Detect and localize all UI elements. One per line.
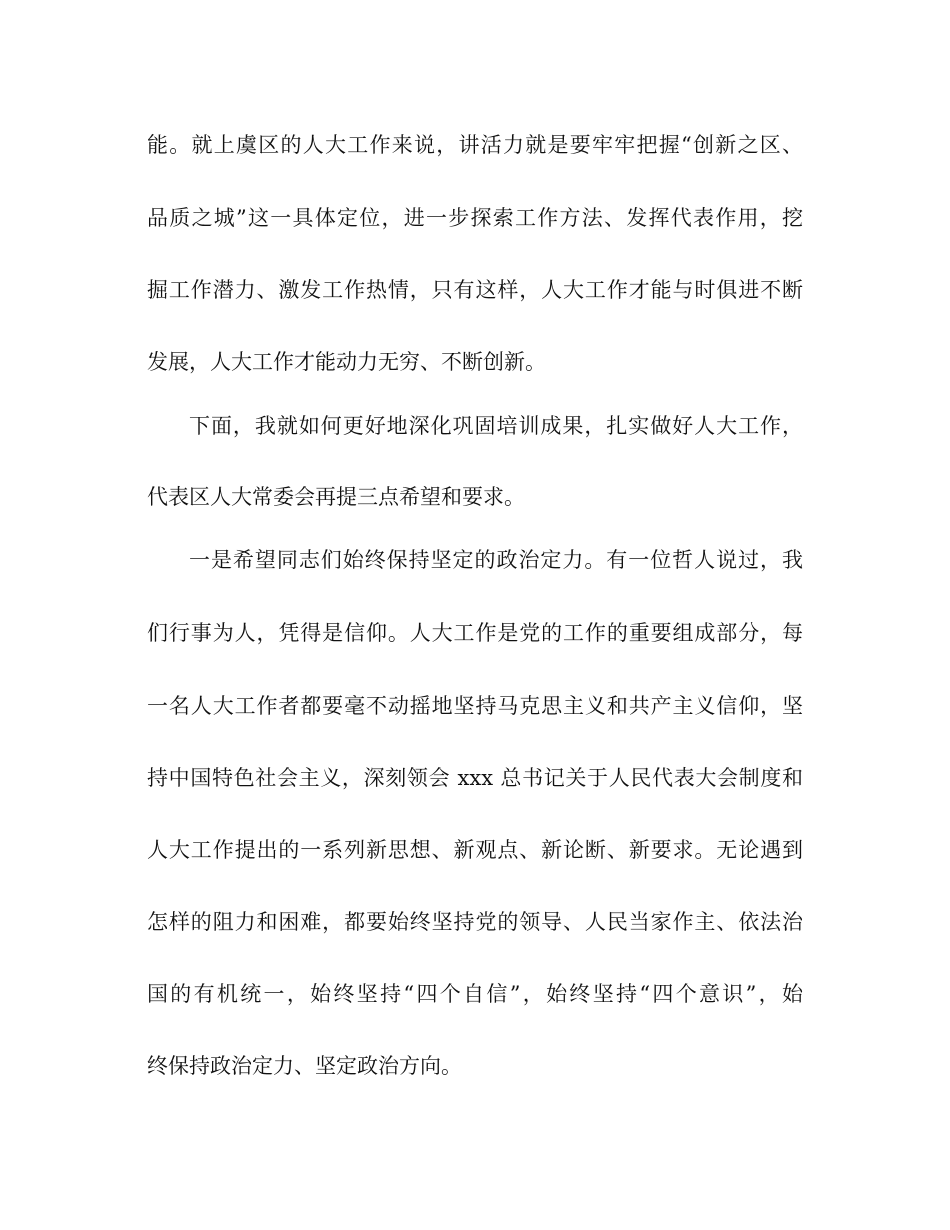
text-line: 发展，人大工作才能动力无穷、不断创新。 (147, 350, 546, 374)
text-line: 一是希望同志们始终保持坚定的政治定力。有一位哲人说过，我 (189, 548, 803, 572)
text-line: 一名人大工作者都要毫不动摇地坚持马克思主义和共产主义信仰，坚 (147, 694, 803, 718)
text-line: 下面，我就如何更好地深化巩固培训成果，扎实做好人大工作， (189, 414, 803, 438)
text-line: 终保持政治定力、坚定政治方向。 (147, 1054, 462, 1078)
text-line: 品质之城”这一具体定位，进一步探索工作方法、发挥代表作用，挖 (147, 206, 803, 230)
text-line: 怎样的阻力和困难，都要始终坚持党的领导、人民当家作主、依法治 (147, 910, 803, 934)
text-line: 能。就上虞区的人大工作来说，讲活力就是要牢牢把握“创新之区、 (147, 133, 803, 157)
text-line: 国的有机统一，始终坚持“四个自信”，始终坚持“四个意识”，始 (147, 982, 803, 1006)
text-line: 代表区人大常委会再提三点希望和要求。 (147, 485, 525, 509)
text-line: 们行事为人，凭得是信仰。人大工作是党的工作的重要组成部分，每 (147, 621, 803, 645)
text-line: 持中国特色社会主义，深刻领会 xxx 总书记关于人民代表大会制度和 (147, 766, 803, 790)
text-line: 掘工作潜力、激发工作热情，只有这样，人大工作才能与时俱进不断 (147, 278, 803, 302)
text-line: 人大工作提出的一系列新思想、新观点、新论断、新要求。无论遇到 (147, 838, 803, 862)
